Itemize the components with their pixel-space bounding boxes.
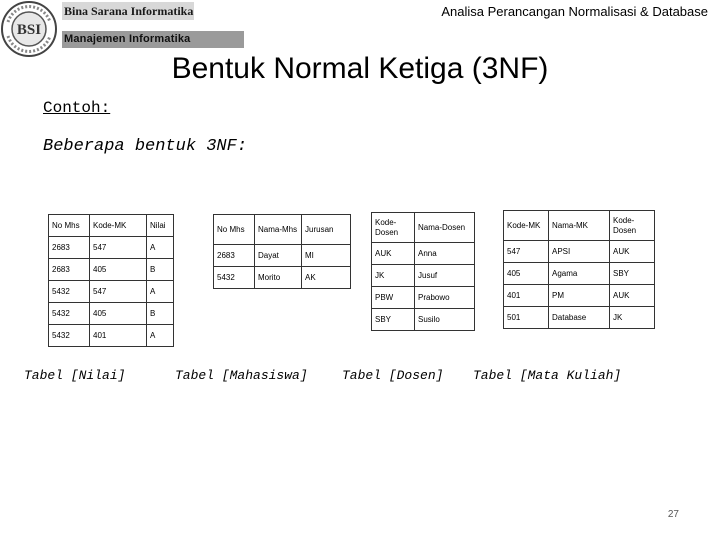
logo-line-2: Manajemen Informatika: [62, 31, 244, 48]
table-row: [504, 241, 655, 263]
contoh-label: Contoh:: [43, 99, 111, 117]
table-dosen: [371, 212, 475, 331]
table-cell: 547: [504, 241, 549, 263]
table-row: [214, 245, 351, 267]
table-cell: Database: [549, 307, 610, 329]
table-cell: 5432: [49, 303, 90, 325]
header-cell: Nilai: [147, 215, 174, 237]
table-mahasiswa: [213, 214, 351, 289]
table-cell: JK: [610, 307, 655, 329]
table-cell: PM: [549, 285, 610, 307]
table-cell: A: [147, 281, 174, 303]
table-cell: MI: [302, 245, 351, 267]
table-cell: Prabowo: [415, 287, 475, 309]
table-cell: Agama: [549, 263, 610, 285]
table-cell: A: [147, 325, 174, 347]
table-cell: APSI: [549, 241, 610, 263]
header-title: Analisa Perancangan Normalisasi & Database: [441, 4, 708, 19]
table-cell: 5432: [214, 267, 255, 289]
table-cell: Anna: [415, 243, 475, 265]
table-cell: 547: [90, 237, 147, 259]
table-row: [372, 265, 475, 287]
table-mata-kuliah: [503, 210, 655, 329]
table-nilai: [48, 214, 174, 347]
table-header-row: [214, 215, 351, 245]
header-cell: No Mhs: [49, 215, 90, 237]
bsi-seal-logo: [0, 0, 58, 58]
table-cell: AK: [302, 267, 351, 289]
table-cell: B: [147, 259, 174, 281]
table-row: [49, 281, 174, 303]
header-cell: Kode-MK: [504, 211, 549, 241]
header-cell: No Mhs: [214, 215, 255, 245]
caption-mata-kuliah: Tabel [Mata Kuliah]: [473, 368, 622, 383]
table-cell: Jusuf: [415, 265, 475, 287]
header-cell: Kode-MK: [90, 215, 147, 237]
header-cell: Kode-Dosen: [610, 211, 655, 241]
svg-text:BSI: BSI: [16, 22, 42, 38]
slide-subtitle: Beberapa bentuk 3NF:: [43, 137, 248, 156]
table-row: [504, 263, 655, 285]
table-cell: Susilo: [415, 309, 475, 331]
table-cell: 405: [90, 303, 147, 325]
table-cell: PBW: [372, 287, 415, 309]
table-cell: 2683: [214, 245, 255, 267]
table-cell: 405: [504, 263, 549, 285]
table-cell: JK: [372, 265, 415, 287]
table-row: [214, 267, 351, 289]
table-cell: SBY: [372, 309, 415, 331]
table-row: [504, 307, 655, 329]
table-cell: AUK: [610, 241, 655, 263]
header-cell: Nama-MK: [549, 211, 610, 241]
caption-dosen: Tabel [Dosen]: [342, 368, 444, 383]
header-cell: Jurusan: [302, 215, 351, 245]
caption-mahasiswa: Tabel [Mahasiswa]: [175, 368, 308, 383]
table-row: [372, 287, 475, 309]
table-cell: 405: [90, 259, 147, 281]
table-cell: 547: [90, 281, 147, 303]
table-row: [49, 325, 174, 347]
table-header-row: [504, 211, 655, 241]
table-cell: 2683: [49, 259, 90, 281]
slide-title: Bentuk Normal Ketiga (3NF): [171, 52, 549, 85]
table-cell: 501: [504, 307, 549, 329]
table-header-row: [49, 215, 174, 237]
table-cell: A: [147, 237, 174, 259]
table-cell: SBY: [610, 263, 655, 285]
table-cell: 401: [90, 325, 147, 347]
table-cell: Morito: [255, 267, 302, 289]
caption-nilai: Tabel [Nilai]: [24, 368, 126, 383]
table-cell: B: [147, 303, 174, 325]
table-cell: 5432: [49, 325, 90, 347]
table-cell: 401: [504, 285, 549, 307]
header-cell: Nama-Dosen: [415, 213, 475, 243]
table-cell: AUK: [372, 243, 415, 265]
table-row: [372, 309, 475, 331]
table-cell: 5432: [49, 281, 90, 303]
table-row: [372, 243, 475, 265]
table-header-row: [372, 213, 475, 243]
bsi-logo: [0, 0, 242, 58]
logo-line-1: Bina Sarana Informatika: [64, 4, 194, 18]
table-row: [49, 259, 174, 281]
header-cell: Nama-Mhs: [255, 215, 302, 245]
table-row: [49, 303, 174, 325]
page-number: 27: [667, 509, 679, 520]
table-row: [49, 237, 174, 259]
header-cell: Kode-Dosen: [372, 213, 415, 243]
table-cell: AUK: [610, 285, 655, 307]
table-row: [504, 285, 655, 307]
table-cell: Dayat: [255, 245, 302, 267]
table-cell: 2683: [49, 237, 90, 259]
